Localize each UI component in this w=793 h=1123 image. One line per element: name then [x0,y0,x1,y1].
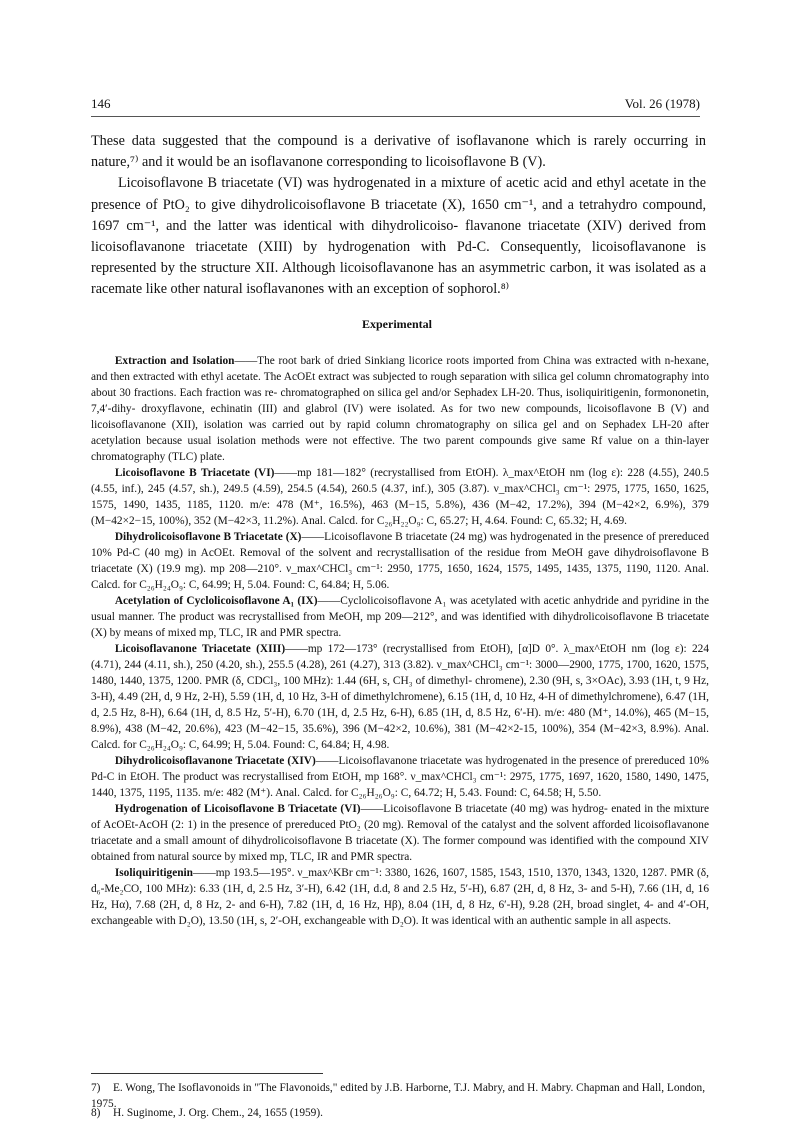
exp-paragraph [91,865,709,929]
footnote-number: 7) [91,1082,101,1094]
paragraph-text: ——Cyclolicoisoflavone A₁ was acetylated with acetic anhydride and pyridine in the usual manner. The product was recrystallised from MeOH, mp 209—212°, and was identified with dihydrolicoisoflavone B triacetate (X) by means of mixed mp, TLC, IR and PMR spectra. [91,595,709,639]
intro-paragraph: Licoisoflavone B triacetate (VI) was hydrogenated in a mixture of acetic acid and ethyl acetate in the presence of PtO₂ to give dihydrolicoisoflavone B triacetate (X), 1650 cm⁻¹, and a tetrahydro compound, 1697 cm⁻¹, and the latter was identical with dihydrolicoiso- flavanone triacetate (XIV) derived from licoisoflavanone triacetate (XIII) by hydrogenation with Pd-C. Consequently, licoisoflavanone is represented by the structure XII. Although licoisoflavanone has an asymmetric carbon, it was isolated as a racemate like other natural isoflavanones with an exception of sophorol.⁸⁾ [91,175,706,298]
footnote [91,1105,709,1121]
footnote-text: E. Wong, The Isoflavonoids in "The Flavonoids," edited by J.B. Harborne, T.J. Mabry, and H. Mabry. Chapman and Hall, London, 1975. [91,1082,706,1110]
running-header [91,90,700,112]
intro-paragraph: These data suggested that the compound is a derivative of isoflavanone which is rarely occurring in nature,⁷⁾ and it would be an isoflavanone corresponding to licoisoflavone B (V). [91,133,706,171]
paragraph-heading: Hydrogenation of Licoisoflavone B Triacetate (VI) [114,803,361,815]
footnote-number: 8) [91,1107,101,1119]
paragraph-heading: Isoliquiritigenin [114,867,193,879]
paragraph-text: ——Licoisoflavanone triacetate was hydrogenated in the presence of prereduced 10% Pd-C in EtOH. The product was recrystallised from EtOH, mp 168°. ν_max^CHCl₃ cm⁻¹: 2975, 1775, 1697, 1620, 1580, 1490, 1475, 1440, 1375, 1195, 1135. m/e: 482 (M⁺). Anal. Calcd. for C₂₆H₂₆O₉: C, 64.72; H, 5.43. Found: C, 64.58; H, 5.50. [91,755,709,799]
footnote-text: H. Suginome, J. Org. Chem., 24, 1655 (1959). [113,1107,323,1119]
paragraph-heading: Acetylation of Cyclolicoisoflavone A₁ (IX) [114,595,318,607]
paragraph-text: ——mp 172—173° (recrystallised from EtOH), [α]D 0°. λ_max^EtOH nm (log ε): 224 (4.71), 244 (4.11, sh.), 250 (4.20, sh.), 255.5 (4.28), 261 (4.27), 313 (3.82). ν_max^CHCl₃ cm⁻¹: 3000—2900, 1775, 1700, 1620, 1575, 1480, 1440, 1375, 1200. PMR (δ, CDCl₃, 100 MHz): 1.44 (6H, s, CH₃ of dimethyl- chromene), 2.30 (9H, s, 3×OAc), 3.93 (1H, t, 9 Hz, 3-H), 4.49 (2H, d, 9 Hz, 2-H), 5.59 (1H, d, 10 Hz, 3-H of dimethylchromene), 6.15 (1H, d, 10 Hz, 4-H of dimethylchromene), 6.47 (1H, d, 2.5 Hz, 8-H), 6.64 (1H, d, 8.5 Hz, 5′-H), 6.70 (1H, d, 2.5 Hz, 6-H), 6.85 (1H, d, 8.5 Hz, 6′-H). m/e: 480 (M⁺, 14.0%), 465 (M−15, 8.9%), 438 (M−42, 20.6%), 423 (M−42−15, 35.6%), 396 (M−42×2, 10.6%), 381 (M−42×2-15, 100%), 354 (M−42×3, 8.9%). Anal. Calcd. for C₂₆H₂₄O₉: C, 64.99; H, 5.04. Found: C, 64.84; H, 4.98. [91,643,709,751]
header-rule [91,116,700,117]
paragraph-heading: Dihydrolicoisoflavanone Triacetate (XIV) [114,755,316,767]
paragraph-heading: Dihydrolicoisoflavone B Triacetate (X) [114,531,302,543]
paragraph-text: ——The root bark of dried Sinkiang licorice roots imported from China was extracted with n-hexane, and then extracted with ethyl acetate. The AcOEt extract was subjected to rough separation with silica gel column chromatography into about 30 fractions. Each fraction was re- chromatographed on silica gel and/or Sephadex LH-20. Thus, isoliquiritigenin, formononetin, 7,4′-dihy- droxyflavone, echinatin (III) and glabrol (IV) were isolated. As for two new compounds, licoisoflavone B (V) and licoisoflavanone (XII), isolation was carried out by rapid column chromatography on silica gel and on Sephadex LH-20 after acetylation because usual isolation methods were not effective. The two parent compounds give same Rf value on a thin-layer chromatography (TLC) plate. [91,355,709,463]
paragraph-heading: Licoisoflavone B Triacetate (VI) [114,467,275,479]
exp-paragraph [91,641,709,753]
paragraph-text: ——Licoisoflavone B triacetate (24 mg) was hydrogenated in the presence of prereduced 10% Pd-C (40 mg) in AcOEt. Removal of the solvent and recrystallisation of the residue from MeOH gave dihydroisoflavone B triacetate (X) (19.9 mg). mp 208—210°. ν_max^CHCl₃ cm⁻¹: 2950, 1775, 1650, 1624, 1575, 1495, 1435, 1375, 1190, 1120. Anal. Calcd. for C₂₆H₂₄O₉: C, 64.99; H, 5.04. Found: C, 64.84; H, 5.06. [91,531,709,591]
page-number: 146 [91,96,111,111]
exp-paragraph [91,353,709,465]
paragraph-text: ——mp 181—182° (recrystallised from EtOH). λ_max^EtOH nm (log ε): 228 (4.55), 240.5 (4.55, inf.), 245 (4.57, sh.), 249.5 (4.59), 254.5 (4.54), 260.5 (4.37, inf.), 305 (3.87). ν_max^CHCl₃ cm⁻¹: 2975, 1775, 1650, 1625, 1575, 1490, 1435, 1185, 1120. m/e: 478 (M⁺, 16.5%), 463 (M−15, 5.8%), 436 (M−42, 17.2%), 394 (M−42×2, 6.9%), 379 (M−42×2−15, 100%), 352 (M−42×3, 11.2%). Anal. Calcd. for C₂₆H₂₂O₉: C, 65.27; H, 4.64. Found: C, 65.32; H, 4.69. [91,467,710,527]
exp-paragraph [91,801,709,865]
paragraph-text: ——Licoisoflavone B triacetate (40 mg) was hydrog- enated in the mixture of AcOEt-AcOH (2: 1) in the presence of prereduced PtO₂ (20 mg). Removal of the catalyst and the solvent afforded licoisoflavanone triacetate and a small amount of dihydrolicoisoflavone B triacetate (X). The former compound was identified with the compound XIV obtained from natural source by mixed mp, TLC, IR and PMR spectra. [91,803,709,863]
paragraph-text: ——mp 193.5—195°. ν_max^KBr cm⁻¹: 3380, 1626, 1607, 1585, 1543, 1510, 1370, 1343, 1320, 1287. PMR (δ, d₆-Me₂CO, 100 MHz): 6.33 (1H, d, 2.5 Hz, 3′-H), 6.42 (1H, d.d, 8 and 2.5 Hz, 5′-H), 6.87 (2H, d, 8 Hz, 3- and 5-H), 7.66 (1H, d, 16 Hz, Hα), 7.68 (2H, d, 8 Hz, 2- and 6-H), 7.82 (1H, d, 16 Hz, Hβ), 8.04 (1H, d, 8 Hz, 6′-H), 9.28 (2H, broad singlet, 4- and 4′-OH, exchangeable with D₂O), 13.50 (1H, s, 2′-OH, exchangeable with D₂O). It was identical with an authentic sample in all aspects. [91,867,709,927]
paragraph-heading: Licoisoflavanone Triacetate (XIII) [114,643,286,655]
section-title: Experimental [362,317,432,331]
paragraph-heading: Extraction and Isolation [114,355,235,367]
exp-paragraph [91,593,709,641]
exp-paragraph [91,465,709,529]
volume-label: Vol. 26 (1978) [624,96,700,111]
exp-paragraph [91,529,709,593]
exp-paragraph [91,753,709,801]
intro-text [91,131,706,301]
footnote-rule [91,1073,323,1074]
experimental-body [91,353,709,929]
